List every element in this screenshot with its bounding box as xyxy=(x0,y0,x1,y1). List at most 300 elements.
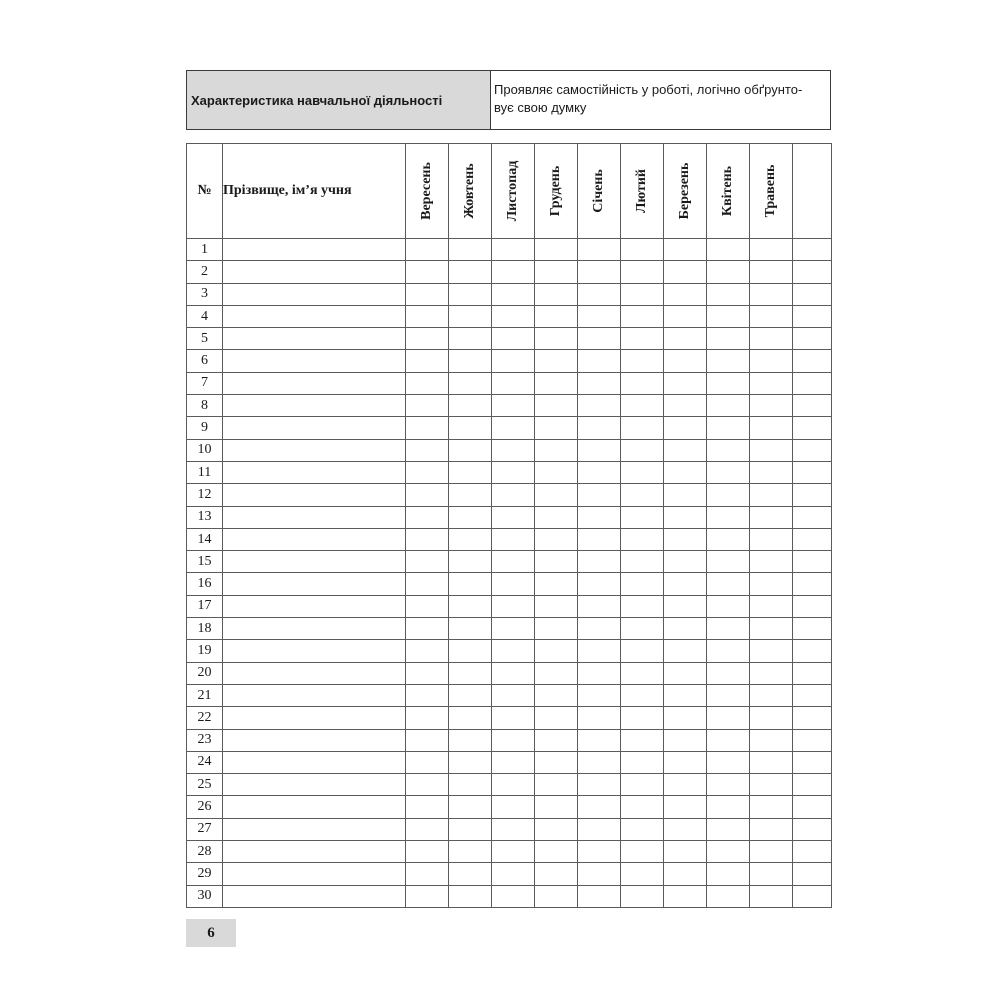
month-cell[interactable] xyxy=(406,239,449,261)
month-cell[interactable] xyxy=(535,841,578,863)
month-cell[interactable] xyxy=(406,818,449,840)
month-cell[interactable] xyxy=(492,818,535,840)
month-cell[interactable] xyxy=(406,395,449,417)
month-cell[interactable] xyxy=(449,729,492,751)
month-cell[interactable] xyxy=(750,372,793,394)
month-cell[interactable] xyxy=(621,841,664,863)
month-cell[interactable] xyxy=(707,350,750,372)
month-cell[interactable] xyxy=(578,417,621,439)
month-cell[interactable] xyxy=(535,751,578,773)
month-cell[interactable] xyxy=(707,328,750,350)
month-cell[interactable] xyxy=(707,684,750,706)
month-cell[interactable] xyxy=(750,484,793,506)
extra-cell[interactable] xyxy=(793,551,832,573)
extra-cell[interactable] xyxy=(793,395,832,417)
month-cell[interactable] xyxy=(406,662,449,684)
month-cell[interactable] xyxy=(664,528,707,550)
month-cell[interactable] xyxy=(750,417,793,439)
month-cell[interactable] xyxy=(621,417,664,439)
month-cell[interactable] xyxy=(750,461,793,483)
month-cell[interactable] xyxy=(578,328,621,350)
month-cell[interactable] xyxy=(578,885,621,907)
month-cell[interactable] xyxy=(707,283,750,305)
month-cell[interactable] xyxy=(535,863,578,885)
month-cell[interactable] xyxy=(578,707,621,729)
month-cell[interactable] xyxy=(449,796,492,818)
student-name-cell[interactable] xyxy=(223,662,406,684)
month-cell[interactable] xyxy=(578,684,621,706)
student-name-cell[interactable] xyxy=(223,417,406,439)
extra-cell[interactable] xyxy=(793,461,832,483)
month-cell[interactable] xyxy=(750,796,793,818)
month-cell[interactable] xyxy=(449,261,492,283)
month-cell[interactable] xyxy=(750,885,793,907)
month-cell[interactable] xyxy=(406,528,449,550)
month-cell[interactable] xyxy=(750,239,793,261)
month-cell[interactable] xyxy=(492,372,535,394)
month-cell[interactable] xyxy=(406,417,449,439)
month-cell[interactable] xyxy=(406,885,449,907)
month-cell[interactable] xyxy=(406,863,449,885)
month-cell[interactable] xyxy=(664,506,707,528)
month-cell[interactable] xyxy=(535,796,578,818)
month-cell[interactable] xyxy=(664,662,707,684)
month-cell[interactable] xyxy=(621,551,664,573)
month-cell[interactable] xyxy=(449,863,492,885)
month-cell[interactable] xyxy=(406,729,449,751)
month-cell[interactable] xyxy=(406,841,449,863)
month-cell[interactable] xyxy=(535,573,578,595)
month-cell[interactable] xyxy=(492,774,535,796)
month-cell[interactable] xyxy=(535,239,578,261)
extra-cell[interactable] xyxy=(793,305,832,327)
month-cell[interactable] xyxy=(578,395,621,417)
month-cell[interactable] xyxy=(492,640,535,662)
month-cell[interactable] xyxy=(406,796,449,818)
month-cell[interactable] xyxy=(621,662,664,684)
month-cell[interactable] xyxy=(750,707,793,729)
month-cell[interactable] xyxy=(492,573,535,595)
month-cell[interactable] xyxy=(621,239,664,261)
extra-cell[interactable] xyxy=(793,595,832,617)
month-cell[interactable] xyxy=(406,372,449,394)
month-cell[interactable] xyxy=(578,640,621,662)
month-cell[interactable] xyxy=(664,863,707,885)
month-cell[interactable] xyxy=(750,350,793,372)
month-cell[interactable] xyxy=(578,261,621,283)
month-cell[interactable] xyxy=(492,261,535,283)
month-cell[interactable] xyxy=(707,461,750,483)
month-cell[interactable] xyxy=(621,595,664,617)
student-name-cell[interactable] xyxy=(223,684,406,706)
month-cell[interactable] xyxy=(406,439,449,461)
month-cell[interactable] xyxy=(492,595,535,617)
month-cell[interactable] xyxy=(535,439,578,461)
extra-cell[interactable] xyxy=(793,662,832,684)
month-cell[interactable] xyxy=(664,573,707,595)
month-cell[interactable] xyxy=(621,751,664,773)
month-cell[interactable] xyxy=(621,528,664,550)
month-cell[interactable] xyxy=(707,261,750,283)
month-cell[interactable] xyxy=(750,573,793,595)
month-cell[interactable] xyxy=(578,439,621,461)
student-name-cell[interactable] xyxy=(223,796,406,818)
month-cell[interactable] xyxy=(535,595,578,617)
month-cell[interactable] xyxy=(621,573,664,595)
month-cell[interactable] xyxy=(578,863,621,885)
month-cell[interactable] xyxy=(707,774,750,796)
month-cell[interactable] xyxy=(492,551,535,573)
extra-cell[interactable] xyxy=(793,350,832,372)
month-cell[interactable] xyxy=(449,328,492,350)
month-cell[interactable] xyxy=(578,506,621,528)
month-cell[interactable] xyxy=(449,684,492,706)
month-cell[interactable] xyxy=(449,350,492,372)
month-cell[interactable] xyxy=(578,796,621,818)
extra-cell[interactable] xyxy=(793,261,832,283)
student-name-cell[interactable] xyxy=(223,239,406,261)
month-cell[interactable] xyxy=(664,350,707,372)
month-cell[interactable] xyxy=(449,461,492,483)
month-cell[interactable] xyxy=(406,551,449,573)
month-cell[interactable] xyxy=(621,328,664,350)
month-cell[interactable] xyxy=(449,528,492,550)
month-cell[interactable] xyxy=(406,640,449,662)
month-cell[interactable] xyxy=(621,350,664,372)
month-cell[interactable] xyxy=(492,729,535,751)
month-cell[interactable] xyxy=(578,618,621,640)
month-cell[interactable] xyxy=(492,885,535,907)
month-cell[interactable] xyxy=(750,729,793,751)
student-name-cell[interactable] xyxy=(223,439,406,461)
month-cell[interactable] xyxy=(492,863,535,885)
month-cell[interactable] xyxy=(449,707,492,729)
student-name-cell[interactable] xyxy=(223,595,406,617)
month-cell[interactable] xyxy=(621,439,664,461)
month-cell[interactable] xyxy=(707,551,750,573)
month-cell[interactable] xyxy=(621,684,664,706)
extra-cell[interactable] xyxy=(793,439,832,461)
month-cell[interactable] xyxy=(750,618,793,640)
month-cell[interactable] xyxy=(406,595,449,617)
month-cell[interactable] xyxy=(492,439,535,461)
month-cell[interactable] xyxy=(492,350,535,372)
month-cell[interactable] xyxy=(492,751,535,773)
month-cell[interactable] xyxy=(750,551,793,573)
student-name-cell[interactable] xyxy=(223,372,406,394)
month-cell[interactable] xyxy=(535,484,578,506)
month-cell[interactable] xyxy=(750,863,793,885)
extra-cell[interactable] xyxy=(793,506,832,528)
month-cell[interactable] xyxy=(750,506,793,528)
month-cell[interactable] xyxy=(664,328,707,350)
month-cell[interactable] xyxy=(535,551,578,573)
month-cell[interactable] xyxy=(449,618,492,640)
month-cell[interactable] xyxy=(492,484,535,506)
month-cell[interactable] xyxy=(664,774,707,796)
month-cell[interactable] xyxy=(621,372,664,394)
month-cell[interactable] xyxy=(449,417,492,439)
month-cell[interactable] xyxy=(449,484,492,506)
month-cell[interactable] xyxy=(492,417,535,439)
month-cell[interactable] xyxy=(406,751,449,773)
month-cell[interactable] xyxy=(664,640,707,662)
month-cell[interactable] xyxy=(492,305,535,327)
month-cell[interactable] xyxy=(492,239,535,261)
month-cell[interactable] xyxy=(707,395,750,417)
student-name-cell[interactable] xyxy=(223,618,406,640)
month-cell[interactable] xyxy=(621,261,664,283)
month-cell[interactable] xyxy=(578,239,621,261)
extra-cell[interactable] xyxy=(793,640,832,662)
month-cell[interactable] xyxy=(750,684,793,706)
month-cell[interactable] xyxy=(449,551,492,573)
month-cell[interactable] xyxy=(578,595,621,617)
month-cell[interactable] xyxy=(535,707,578,729)
month-cell[interactable] xyxy=(664,484,707,506)
month-cell[interactable] xyxy=(578,774,621,796)
student-name-cell[interactable] xyxy=(223,484,406,506)
month-cell[interactable] xyxy=(664,818,707,840)
month-cell[interactable] xyxy=(750,395,793,417)
month-cell[interactable] xyxy=(535,417,578,439)
month-cell[interactable] xyxy=(578,484,621,506)
month-cell[interactable] xyxy=(449,305,492,327)
month-cell[interactable] xyxy=(621,395,664,417)
student-name-cell[interactable] xyxy=(223,395,406,417)
month-cell[interactable] xyxy=(621,283,664,305)
extra-cell[interactable] xyxy=(793,751,832,773)
month-cell[interactable] xyxy=(707,796,750,818)
month-cell[interactable] xyxy=(535,506,578,528)
month-cell[interactable] xyxy=(449,283,492,305)
month-cell[interactable] xyxy=(449,818,492,840)
month-cell[interactable] xyxy=(535,395,578,417)
month-cell[interactable] xyxy=(664,417,707,439)
month-cell[interactable] xyxy=(664,372,707,394)
month-cell[interactable] xyxy=(750,439,793,461)
month-cell[interactable] xyxy=(664,751,707,773)
month-cell[interactable] xyxy=(664,283,707,305)
month-cell[interactable] xyxy=(707,640,750,662)
student-name-cell[interactable] xyxy=(223,707,406,729)
month-cell[interactable] xyxy=(621,484,664,506)
month-cell[interactable] xyxy=(578,841,621,863)
month-cell[interactable] xyxy=(449,239,492,261)
month-cell[interactable] xyxy=(535,350,578,372)
month-cell[interactable] xyxy=(707,484,750,506)
month-cell[interactable] xyxy=(707,528,750,550)
month-cell[interactable] xyxy=(535,818,578,840)
month-cell[interactable] xyxy=(492,528,535,550)
month-cell[interactable] xyxy=(621,729,664,751)
month-cell[interactable] xyxy=(707,506,750,528)
month-cell[interactable] xyxy=(707,818,750,840)
extra-cell[interactable] xyxy=(793,573,832,595)
extra-cell[interactable] xyxy=(793,818,832,840)
month-cell[interactable] xyxy=(707,662,750,684)
month-cell[interactable] xyxy=(750,774,793,796)
month-cell[interactable] xyxy=(406,573,449,595)
month-cell[interactable] xyxy=(492,707,535,729)
month-cell[interactable] xyxy=(406,707,449,729)
month-cell[interactable] xyxy=(492,328,535,350)
month-cell[interactable] xyxy=(406,618,449,640)
month-cell[interactable] xyxy=(664,885,707,907)
month-cell[interactable] xyxy=(750,595,793,617)
student-name-cell[interactable] xyxy=(223,261,406,283)
month-cell[interactable] xyxy=(664,707,707,729)
month-cell[interactable] xyxy=(664,239,707,261)
month-cell[interactable] xyxy=(406,684,449,706)
month-cell[interactable] xyxy=(578,662,621,684)
month-cell[interactable] xyxy=(535,640,578,662)
month-cell[interactable] xyxy=(621,863,664,885)
month-cell[interactable] xyxy=(621,305,664,327)
student-name-cell[interactable] xyxy=(223,305,406,327)
month-cell[interactable] xyxy=(406,506,449,528)
month-cell[interactable] xyxy=(750,751,793,773)
student-name-cell[interactable] xyxy=(223,551,406,573)
month-cell[interactable] xyxy=(492,506,535,528)
month-cell[interactable] xyxy=(535,618,578,640)
month-cell[interactable] xyxy=(664,305,707,327)
month-cell[interactable] xyxy=(535,729,578,751)
month-cell[interactable] xyxy=(492,618,535,640)
month-cell[interactable] xyxy=(449,885,492,907)
month-cell[interactable] xyxy=(621,461,664,483)
extra-cell[interactable] xyxy=(793,618,832,640)
month-cell[interactable] xyxy=(578,283,621,305)
month-cell[interactable] xyxy=(707,618,750,640)
month-cell[interactable] xyxy=(750,528,793,550)
month-cell[interactable] xyxy=(535,261,578,283)
month-cell[interactable] xyxy=(535,461,578,483)
extra-cell[interactable] xyxy=(793,796,832,818)
month-cell[interactable] xyxy=(578,350,621,372)
month-cell[interactable] xyxy=(406,261,449,283)
student-name-cell[interactable] xyxy=(223,640,406,662)
month-cell[interactable] xyxy=(707,729,750,751)
month-cell[interactable] xyxy=(621,818,664,840)
month-cell[interactable] xyxy=(621,618,664,640)
month-cell[interactable] xyxy=(535,372,578,394)
month-cell[interactable] xyxy=(578,818,621,840)
month-cell[interactable] xyxy=(621,796,664,818)
month-cell[interactable] xyxy=(449,595,492,617)
month-cell[interactable] xyxy=(578,305,621,327)
month-cell[interactable] xyxy=(664,461,707,483)
month-cell[interactable] xyxy=(750,283,793,305)
month-cell[interactable] xyxy=(492,662,535,684)
month-cell[interactable] xyxy=(535,305,578,327)
extra-cell[interactable] xyxy=(793,528,832,550)
month-cell[interactable] xyxy=(621,707,664,729)
month-cell[interactable] xyxy=(664,684,707,706)
month-cell[interactable] xyxy=(449,640,492,662)
month-cell[interactable] xyxy=(707,439,750,461)
month-cell[interactable] xyxy=(578,573,621,595)
month-cell[interactable] xyxy=(664,841,707,863)
month-cell[interactable] xyxy=(535,528,578,550)
month-cell[interactable] xyxy=(492,841,535,863)
month-cell[interactable] xyxy=(707,239,750,261)
month-cell[interactable] xyxy=(578,372,621,394)
month-cell[interactable] xyxy=(750,261,793,283)
student-name-cell[interactable] xyxy=(223,528,406,550)
month-cell[interactable] xyxy=(578,729,621,751)
month-cell[interactable] xyxy=(707,751,750,773)
month-cell[interactable] xyxy=(449,662,492,684)
student-name-cell[interactable] xyxy=(223,573,406,595)
month-cell[interactable] xyxy=(535,684,578,706)
month-cell[interactable] xyxy=(664,595,707,617)
extra-cell[interactable] xyxy=(793,328,832,350)
month-cell[interactable] xyxy=(406,283,449,305)
month-cell[interactable] xyxy=(578,551,621,573)
month-cell[interactable] xyxy=(449,841,492,863)
month-cell[interactable] xyxy=(492,395,535,417)
month-cell[interactable] xyxy=(449,439,492,461)
student-name-cell[interactable] xyxy=(223,885,406,907)
month-cell[interactable] xyxy=(535,774,578,796)
month-cell[interactable] xyxy=(406,461,449,483)
month-cell[interactable] xyxy=(578,461,621,483)
month-cell[interactable] xyxy=(750,640,793,662)
month-cell[interactable] xyxy=(492,461,535,483)
month-cell[interactable] xyxy=(707,707,750,729)
month-cell[interactable] xyxy=(492,796,535,818)
student-name-cell[interactable] xyxy=(223,841,406,863)
month-cell[interactable] xyxy=(707,841,750,863)
student-name-cell[interactable] xyxy=(223,729,406,751)
month-cell[interactable] xyxy=(406,328,449,350)
month-cell[interactable] xyxy=(664,439,707,461)
extra-cell[interactable] xyxy=(793,484,832,506)
student-name-cell[interactable] xyxy=(223,461,406,483)
student-name-cell[interactable] xyxy=(223,283,406,305)
extra-cell[interactable] xyxy=(793,885,832,907)
student-name-cell[interactable] xyxy=(223,818,406,840)
student-name-cell[interactable] xyxy=(223,328,406,350)
month-cell[interactable] xyxy=(535,885,578,907)
month-cell[interactable] xyxy=(750,818,793,840)
month-cell[interactable] xyxy=(664,796,707,818)
extra-cell[interactable] xyxy=(793,283,832,305)
month-cell[interactable] xyxy=(406,774,449,796)
month-cell[interactable] xyxy=(449,573,492,595)
month-cell[interactable] xyxy=(535,328,578,350)
month-cell[interactable] xyxy=(621,506,664,528)
student-name-cell[interactable] xyxy=(223,506,406,528)
student-name-cell[interactable] xyxy=(223,774,406,796)
student-name-cell[interactable] xyxy=(223,350,406,372)
month-cell[interactable] xyxy=(406,350,449,372)
month-cell[interactable] xyxy=(621,640,664,662)
month-cell[interactable] xyxy=(664,729,707,751)
month-cell[interactable] xyxy=(707,417,750,439)
month-cell[interactable] xyxy=(492,283,535,305)
month-cell[interactable] xyxy=(492,684,535,706)
month-cell[interactable] xyxy=(707,863,750,885)
student-name-cell[interactable] xyxy=(223,863,406,885)
extra-cell[interactable] xyxy=(793,841,832,863)
month-cell[interactable] xyxy=(707,305,750,327)
month-cell[interactable] xyxy=(578,751,621,773)
month-cell[interactable] xyxy=(707,372,750,394)
month-cell[interactable] xyxy=(621,774,664,796)
month-cell[interactable] xyxy=(449,774,492,796)
